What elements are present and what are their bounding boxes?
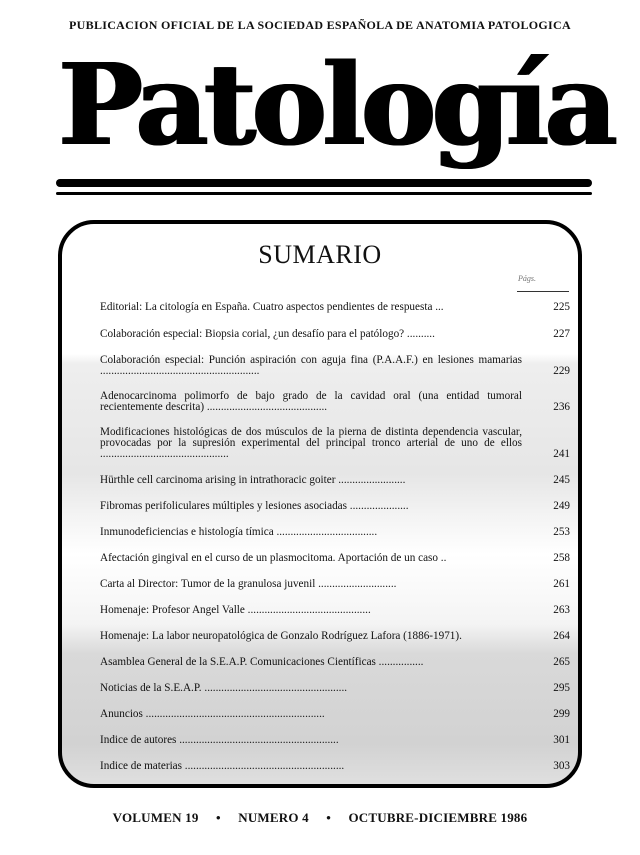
toc-entry[interactable]: [100, 501, 570, 512]
toc-entry[interactable]: [100, 579, 570, 590]
pages-rule: [517, 291, 569, 292]
toc-entry-page: 245: [553, 474, 570, 486]
toc-entry-title: Adenocarcinoma polimorfo de bajo grado de la cavidad oral (una entidad tumoral recientemente descrita) ...........................................: [100, 390, 522, 413]
toc-entry-page: 258: [553, 552, 570, 564]
journal-title: Patología: [58, 40, 613, 171]
toc-entry-title: Noticias de la S.E.A.P. ...................................................: [100, 682, 348, 694]
toc-entry[interactable]: [100, 329, 570, 340]
masthead-rule-thick: [56, 179, 592, 187]
toc-entry-page: 301: [553, 734, 570, 746]
toc-entry-title: Hürthle cell carcinoma arising in intrathoracic goiter ........................: [100, 474, 406, 486]
toc-entry-page: 253: [553, 526, 570, 538]
toc-entry-page: 227: [553, 328, 570, 340]
toc-entry[interactable]: [100, 302, 570, 313]
toc-entry-title: Anuncios ................................................................: [100, 708, 325, 720]
toc-entry-title: Modificaciones histológicas de dos músculos de la pierna de distinta dependencia vascular, provocadas por la supresión experimental del principal tronco arterial de uno de ellos ..............................................: [100, 426, 522, 460]
volume-label: VOLUMEN 19: [112, 810, 199, 825]
toc-entry-title: Inmunodeficiencias e histología tímica ....................................: [100, 526, 378, 538]
toc-entry[interactable]: [100, 475, 570, 486]
toc-entry-title: Colaboración especial: Biopsia corial, ¿un desafío para el patólogo? ..........: [100, 328, 435, 340]
toc-entry-page: 225: [553, 301, 570, 313]
toc-entry-title: Homenaje: Profesor Angel Valle ............................................: [100, 604, 371, 616]
toc-entry[interactable]: [100, 735, 570, 746]
toc-entry[interactable]: [100, 391, 570, 413]
toc-entry-page: 265: [553, 656, 570, 668]
toc-entry-title: Fibromas perifoliculares múltiples y lesiones asociadas .....................: [100, 500, 409, 512]
masthead-rule-thin: [56, 192, 592, 195]
toc-entry-page: 299: [553, 708, 570, 720]
toc-entry-page: 249: [553, 500, 570, 512]
toc-entry-page: 229: [553, 365, 570, 377]
toc-entry[interactable]: [100, 553, 570, 564]
toc-entry[interactable]: [100, 683, 570, 694]
toc-entry-page: 303: [553, 760, 570, 772]
separator-dot: •: [216, 810, 221, 825]
toc-entry[interactable]: [100, 761, 570, 772]
toc-entry[interactable]: [100, 355, 570, 377]
contents-box: [58, 220, 582, 788]
toc-entry-page: 295: [553, 682, 570, 694]
toc-entry[interactable]: [100, 605, 570, 616]
toc-entry[interactable]: [100, 657, 570, 668]
separator-dot: •: [326, 810, 332, 825]
toc-entry-title: Indice de materias .........................................................: [100, 760, 345, 772]
toc-entry-page: 241: [553, 448, 570, 460]
toc-entry-page: 236: [553, 401, 570, 413]
contents-heading: SUMARIO: [258, 240, 382, 269]
toc-entry-title: Homenaje: La labor neuropatológica de Gonzalo Rodríguez Lafora (1886-1971).: [100, 630, 462, 642]
period-label: OCTUBRE-DICIEMBRE 1986: [348, 810, 528, 825]
toc-entry-page: 264: [553, 630, 570, 642]
publication-line: PUBLICACION OFICIAL DE LA SOCIEDAD ESPAÑOLA DE ANATOMIA PATOLOGICA: [69, 18, 571, 32]
toc-entry-title: Asamblea General de la S.E.A.P. Comunicaciones Científicas ................: [100, 656, 424, 668]
toc-entry-title: Colaboración especial: Punción aspiración con aguja fina (P.A.A.F.) en lesiones mamarias .........................................................: [100, 354, 522, 377]
number-label: NUMERO 4: [238, 810, 309, 825]
toc-entry[interactable]: [100, 631, 570, 642]
toc-entry[interactable]: [100, 427, 570, 460]
toc-entry-page: 261: [553, 578, 570, 590]
masthead: [52, 40, 613, 196]
toc-entry-title: Indice de autores .........................................................: [100, 734, 339, 746]
toc-entry-title: Afectación gingival en el curso de un plasmocitoma. Aportación de un caso ..: [100, 552, 447, 564]
toc-entry[interactable]: [100, 709, 570, 720]
pages-label: Págs.: [518, 274, 536, 283]
toc-entry-page: 263: [553, 604, 570, 616]
toc-entry[interactable]: [100, 527, 570, 538]
issue-info: [0, 810, 640, 826]
toc-entry-title: Carta al Director: Tumor de la granulosa juvenil ............................: [100, 578, 397, 590]
toc-entry-title: Editorial: La citología en España. Cuatro aspectos pendientes de respuesta ...: [100, 301, 444, 313]
toc-list: [100, 302, 570, 772]
